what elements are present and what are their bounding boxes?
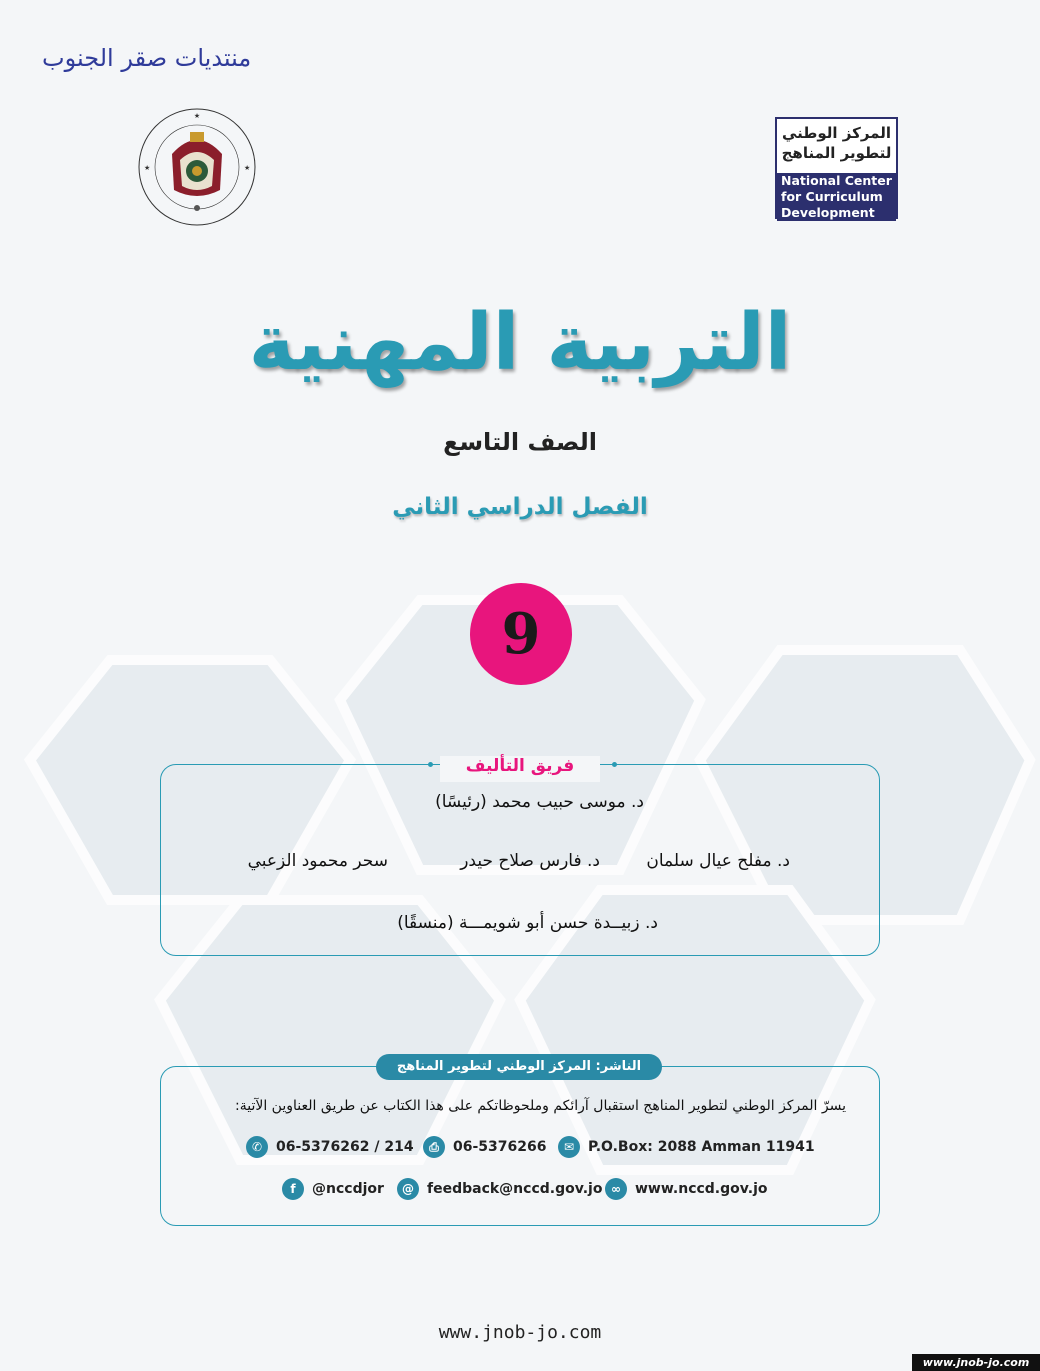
book-title: التربية المهنية — [248, 298, 792, 388]
team-member-3: سحر محمود الزعبي — [247, 851, 388, 871]
svg-text:★: ★ — [244, 164, 251, 172]
at-icon: @ — [397, 1178, 419, 1200]
ministry-emblem-icon — [134, 104, 260, 230]
team-coordinator: د. زبيــدة حسن أبو شويمـــة (منسقًا) — [397, 913, 658, 933]
nccd-logo — [775, 117, 898, 219]
nccd-en-line3: Development — [781, 205, 875, 220]
footer-url[interactable]: www.jnob-jo.com — [438, 1322, 602, 1343]
team-member-1: د. مفلح عيال سلمان — [646, 851, 790, 871]
mail-icon: ✉ — [558, 1136, 580, 1158]
divider-dot — [428, 762, 433, 767]
publisher-intro: يسرّ المركز الوطني لتطوير المناهج استقبال آرائكم وملحوظاتكم على هذا الكتاب عن طريق العناوين الآتية: — [235, 1098, 846, 1114]
contact-fax[interactable] — [423, 1136, 546, 1158]
grade-label: الصف التاسع — [443, 428, 597, 456]
nccd-ar-line1: المركز الوطني — [781, 124, 892, 142]
team-member-2: د. فارس صلاح حيدر — [460, 851, 600, 871]
nccd-ar-line2: لتطوير المناهج — [781, 144, 892, 162]
contact-pobox[interactable] — [558, 1136, 815, 1158]
contact-email[interactable] — [397, 1178, 602, 1200]
link-icon: ∞ — [605, 1178, 627, 1200]
phone-text: 06-5376262 / 214 — [276, 1139, 414, 1155]
website-text: www.nccd.gov.jo — [635, 1181, 768, 1197]
divider-dot — [612, 762, 617, 767]
facebook-icon: f — [282, 1178, 304, 1200]
contact-website[interactable] — [605, 1178, 768, 1200]
phone-icon: ✆ — [246, 1136, 268, 1158]
pobox-text: P.O.Box: 2088 Amman 11941 — [588, 1139, 815, 1155]
contact-facebook[interactable] — [282, 1178, 384, 1200]
fax-text: 06-5376266 — [453, 1139, 547, 1155]
corner-url[interactable]: www.jnob-jo.com — [912, 1354, 1040, 1371]
team-chair: د. موسى حبيب محمد (رئيسًا) — [435, 792, 644, 812]
nccd-en-line2: for Curriculum — [781, 189, 883, 204]
forum-watermark: منتديات صقر الجنوب — [42, 44, 252, 72]
publisher-label: الناشر: المركز الوطني لتطوير المناهج — [376, 1054, 662, 1080]
grade-number-badge: 9 — [470, 583, 572, 685]
printer-icon: ⎙ — [423, 1136, 445, 1158]
svg-text:★: ★ — [193, 112, 201, 120]
semester-label: الفصل الدراسي الثاني — [392, 494, 648, 520]
team-heading: فريق التأليف — [440, 756, 600, 782]
svg-text:★: ★ — [144, 164, 151, 172]
nccd-en-line1: National Center — [781, 173, 892, 188]
contact-phone[interactable] — [246, 1136, 414, 1158]
facebook-text: @nccdjor — [312, 1181, 384, 1197]
email-text: feedback@nccd.gov.jo — [427, 1181, 603, 1197]
